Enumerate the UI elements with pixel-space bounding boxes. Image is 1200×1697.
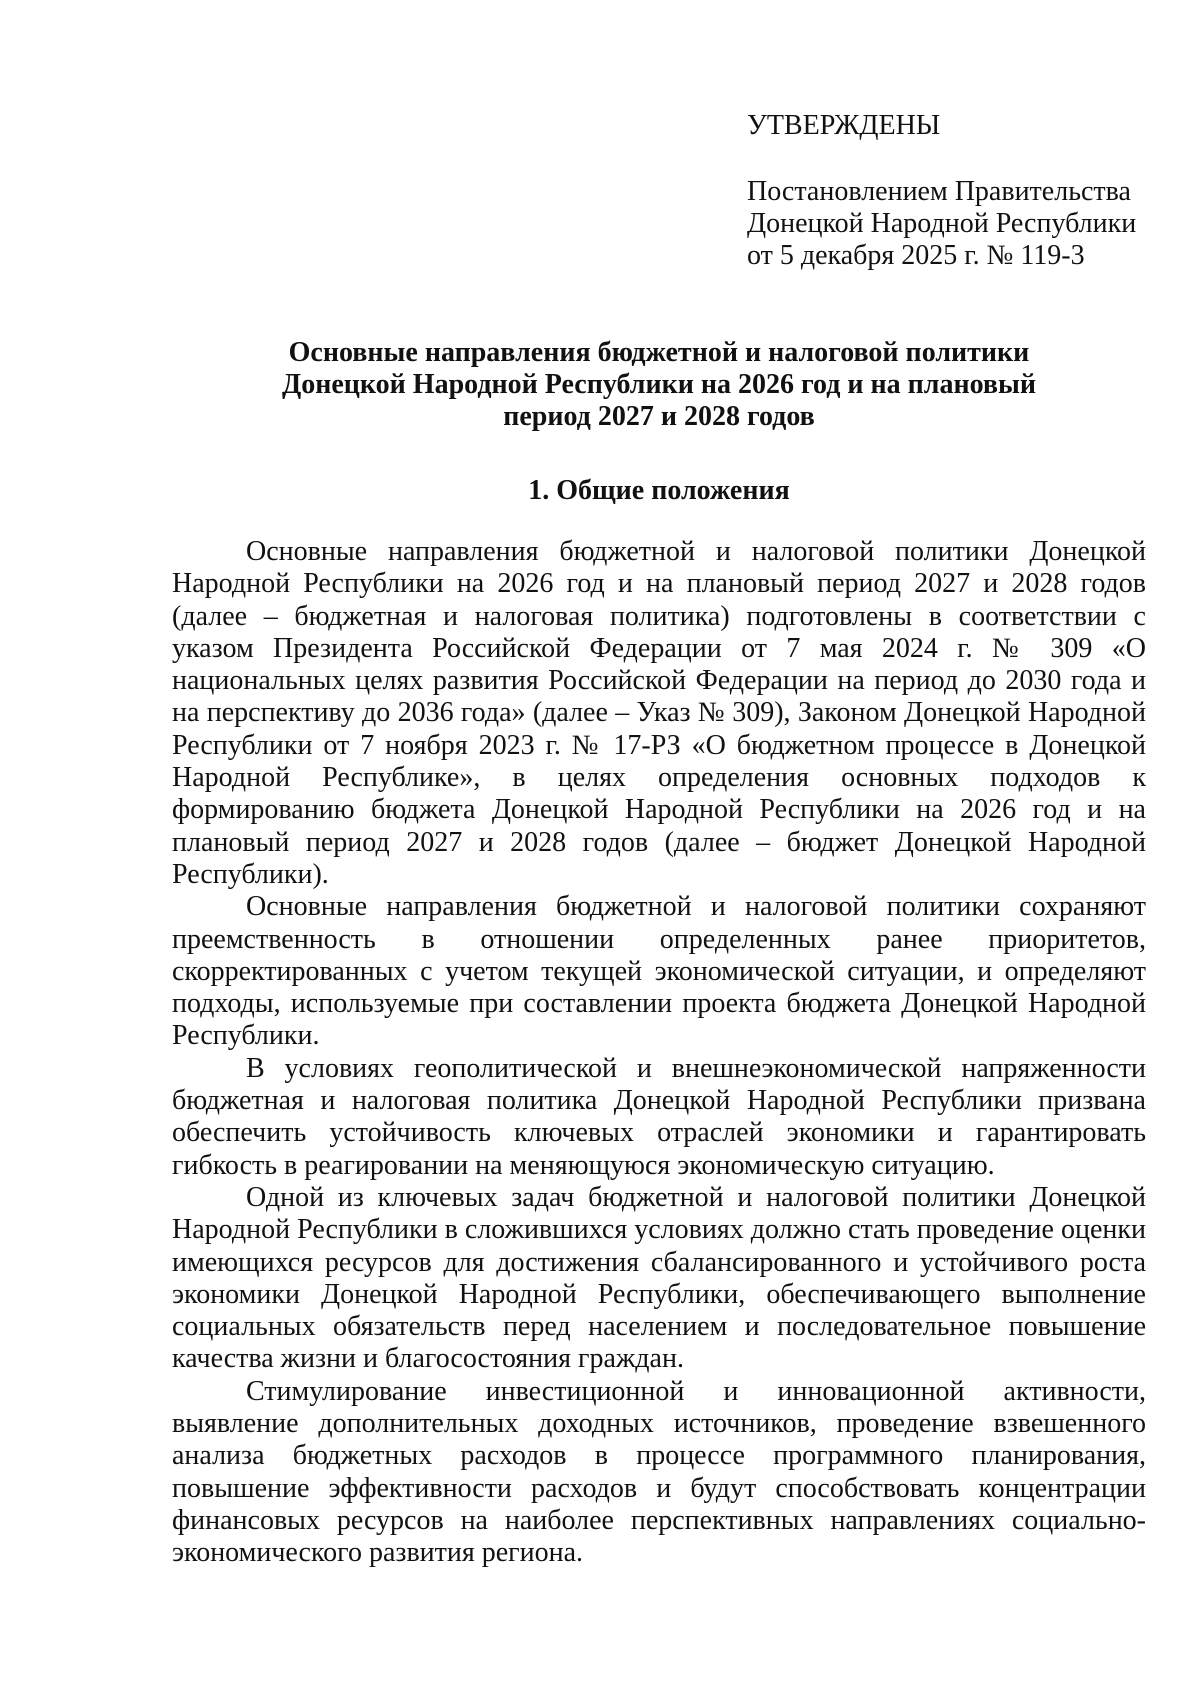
paragraph: В условиях геополитической и внешнеэкономической напряженности бюджетная и налоговая политика Донецкой Народной Республики призвана обеспечить устойчивость ключевых отраслей экономики и гарантировать гибкость в реагировании на меняющуюся экономическую ситуацию. — [172, 1052, 1146, 1181]
paragraph: Основные направления бюджетной и налоговой политики Донецкой Народной Республики на 2026 год и на плановый период 2027 и 2028 годов (далее – бюджетная и налоговая политика) подготовлены в соответствии с указом Президента Российской Федерации от 7 мая 2024 г. № 309 «О национальных целях развития Российской Федерации на период до 2030 года и на перспективу до 2036 года» (далее – Указ № 309), Законом Донецкой Народной Республики от 7 ноября 2023 г. № 17-РЗ «О бюджетном процессе в Донецкой Народной Республике», в целях определения основных подходов к формированию бюджета Донецкой Народной Республики на 2026 год и на плановый период 2027 и 2028 годов (далее – бюджет Донецкой Народной Республики). — [172, 536, 1146, 890]
title-line: Основные направления бюджетной и налоговой политики — [288, 337, 1030, 368]
title-line: Донецкой Народной Республики на 2026 год и на плановый — [281, 369, 1037, 400]
section-heading: 1. Общие положения — [528, 475, 790, 506]
title-line: период 2027 и 2028 годов — [503, 401, 815, 432]
body-text — [172, 536, 1146, 1570]
approval-stamp: УТВЕРЖДЕНЫ — [747, 110, 941, 141]
paragraph: Стимулирование инвестиционной и инновационной активности, выявление дополнительных доходных источников, проведение взвешенного анализа бюджетных расходов в процессе программного планирования, повышение эффективности расходов и будут способствовать концентрации финансовых ресурсов на наиболее перспективных направлениях социально-экономического развития региона. — [172, 1375, 1146, 1569]
document-title — [172, 337, 1146, 433]
approval-line: от 5 декабря 2025 г. № 119-3 — [747, 240, 1085, 271]
approval-line: Постановлением Правительства — [747, 176, 1131, 207]
paragraph: Одной из ключевых задач бюджетной и налоговой политики Донецкой Народной Республики в сложившихся условиях должно стать проведение оценки имеющихся ресурсов для достижения сбалансированного и устойчивого роста экономики Донецкой Народной Республики, обеспечивающего выполнение социальных обязательств перед населением и последовательное повышение качества жизни и благосостояния граждан. — [172, 1181, 1146, 1375]
approval-block — [747, 110, 1167, 272]
paragraph: Основные направления бюджетной и налоговой политики сохраняют преемственность в отношении определенных ранее приоритетов, скорректированных с учетом текущей экономической ситуации, и определяют подходы, используемые при составлении проекта бюджета Донецкой Народной Республики. — [172, 891, 1146, 1052]
approval-line: Донецкой Народной Республики — [747, 208, 1137, 239]
